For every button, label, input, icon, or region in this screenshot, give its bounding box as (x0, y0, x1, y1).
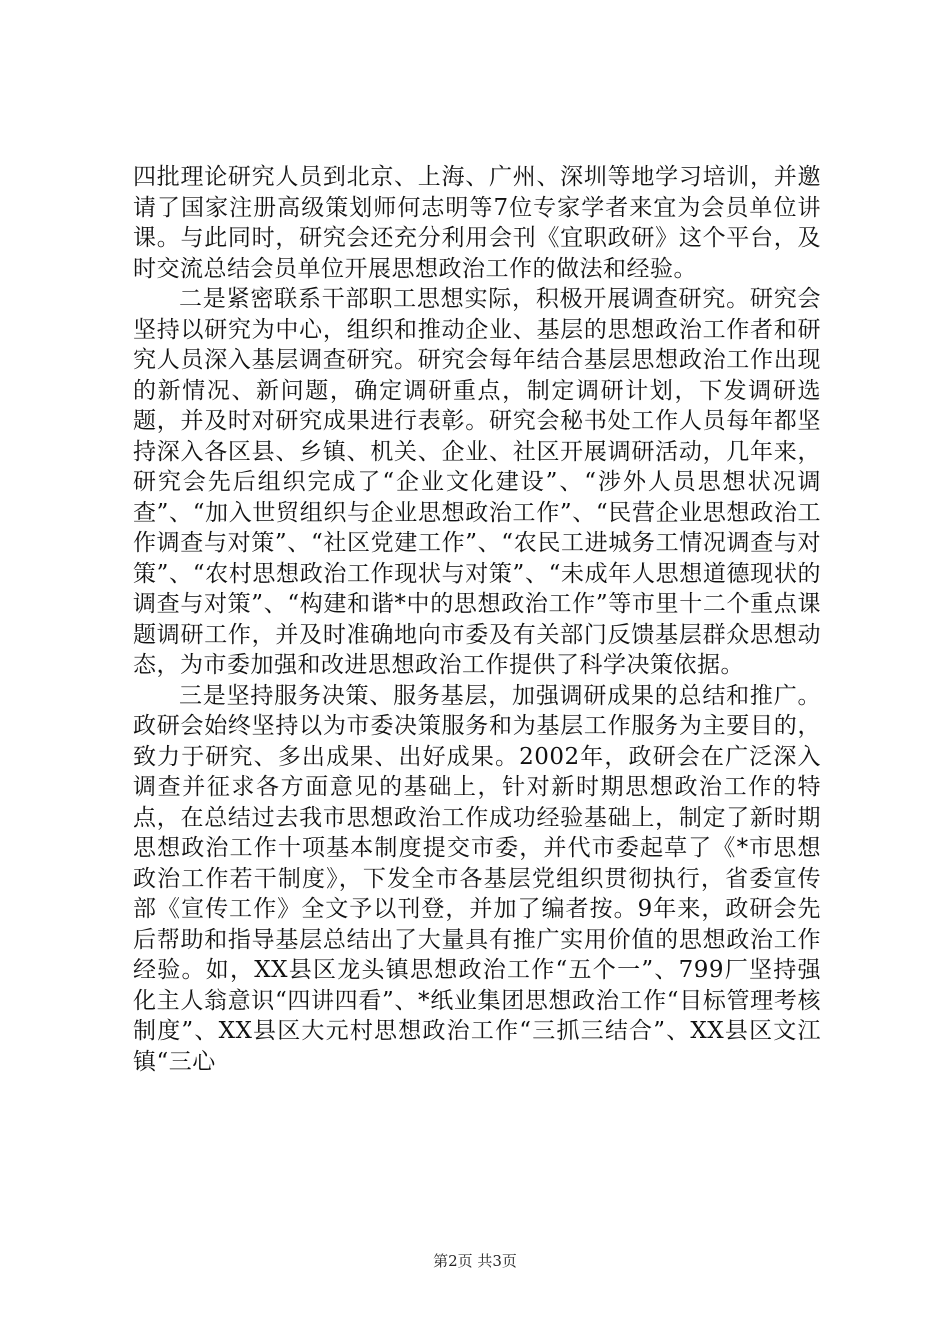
paragraph-continuation: 四批理论研究人员到北京、上海、广州、深圳等地学习培训，并邀请了国家注册高级策划师何志明等7位专家学者来宜为会员单位讲课。与此同时，研究会还充分利用会刊《宜职政研》这个平台，及时交流总结会员单位开展思想政治工作的做法和经验。 (133, 164, 821, 282)
document-body (133, 162, 821, 1077)
page-footer (0, 1250, 950, 1271)
paragraph-research: 二是紧密联系干部职工思想实际，积极开展调查研究。研究会坚持以研究为中心，组织和推动企业、基层的思想政治工作者和研究人员深入基层调查研究。研究会每年结合基层思想政治工作出现的新情况、新问题，确定调研重点，制定调研计划，下发调研选题，并及时对研究成果进行表彰。研究会秘书处工作人员每年都坚持深入各区县、乡镇、机关、企业、社区开展调研活动，几年来，研究会先后组织完成了“企业文化建设”、“涉外人员思想状况调查”、“加入世贸组织与企业思想政治工作”、“民营企业思想政治工作调查与对策”、“社区党建工作”、“农民工进城务工情况调查与对策”、“农村思想政治工作现状与对策”、“未成年人思想道德现状的调查与对策”、“构建和谐*中的思想政治工作”等市里十二个重点课题调研工作，并及时准确地向市委及有关部门反馈基层群众思想动态，为市委加强和改进思想政治工作提供了科学决策依据。 (133, 286, 821, 678)
page-number: 第2页 共3页 (433, 1252, 517, 1270)
paragraph-service: 三是坚持服务决策、服务基层，加强调研成果的总结和推广。政研会始终坚持以为市委决策服务和为基层工作服务为主要目的，致力于研究、多出成果、出好成果。2002年，政研会在广泛深入调查并征求各方面意见的基础上，针对新时期思想政治工作的特点，在总结过去我市思想政治工作成功经验基础上，制定了新时期思想政治工作十项基本制度提交市委，并代市委起草了《*市思想政治工作若干制度》，下发全市各基层党组织贯彻执行，省委宣传部《宣传工作》全文予以刊登，并加了编者按。9年来，政研会先后帮助和指导基层总结出了大量具有推广实用价值的思想政治工作经验。如，XX县区龙头镇思想政治工作“五个一”、799厂坚持强化主人翁意识“四讲四看”、*纸业集团思想政治工作“目标管理考核制度”、XX县区大元村思想政治工作“三抓三结合”、XX县区文江镇“三心 (133, 682, 821, 1075)
